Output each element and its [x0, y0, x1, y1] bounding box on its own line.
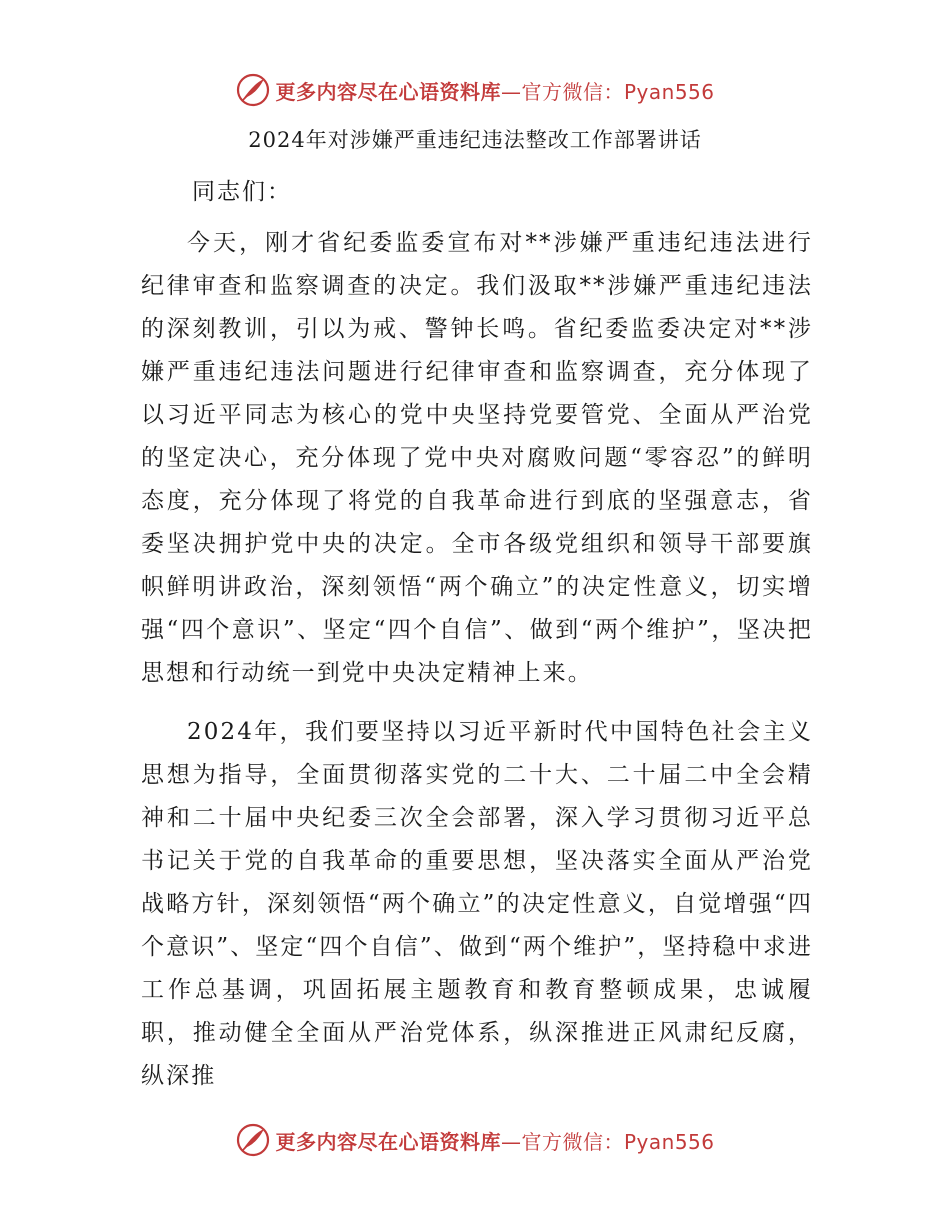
feather-quill-logo-icon [235, 72, 271, 108]
banner-text [275, 76, 714, 105]
paragraph-2: 2024年，我们要坚持以习近平新时代中国特色社会主义思想为指导，全面贯彻落实党的二十大、二十届二中全会精神和二十届中央纪委三次全会部署，深入学习贯彻习近平总书记关于党的自我革命的重要思想，坚决落实全面从严治党战略方针，深刻领悟“两个确立”的决定性意义，自觉增强“四个意识”、坚定“四个自信”、做到“两个维护”，坚持稳中求进工作总基调，巩固拓展主题教育和教育整顿成果，忠诚履职，推动健全全面从严治党体系，纵深推进正风肃纪反腐，纵深推 [141, 719, 813, 1089]
banner-main-text: 更多内容尽在心语资料库 [275, 1129, 501, 1154]
feather-quill-logo-icon [235, 1122, 271, 1158]
banner-wechat-id: Pyan556 [623, 1129, 715, 1154]
banner-text [275, 1126, 714, 1155]
footer-banner [0, 1118, 950, 1162]
banner-dash: — [500, 79, 522, 104]
header-banner [0, 68, 950, 112]
banner-wechat-id: Pyan556 [623, 79, 715, 104]
salutation: 同志们： [192, 179, 292, 205]
document-body [141, 222, 813, 1114]
banner-main-text: 更多内容尽在心语资料库 [275, 79, 501, 104]
banner-dash: — [500, 1129, 522, 1154]
banner-wechat-label: 官方微信： [521, 79, 624, 104]
banner-wechat-label: 官方微信： [521, 1129, 624, 1154]
paragraph-1: 今天，刚才省纪委监委宣布对**涉嫌严重违纪违法进行纪律审查和监察调查的决定。我们汲取**涉嫌严重违纪违法的深刻教训，引以为戒、警钟长鸣。省纪委监委决定对**涉嫌严重违纪违法问题进行纪律审查和监察调查，充分体现了以习近平同志为核心的党中央坚持党要管党、全面从严治党的坚定决心，充分体现了党中央对腐败问题“零容忍”的鲜明态度，充分体现了将党的自我革命进行到底的坚强意志，省委坚决拥护党中央的决定。全市各级党组织和领导干部要旗帜鲜明讲政治，深刻领悟“两个确立”的决定性意义，切实增强“四个意识”、坚定“四个自信”、做到“两个维护”，坚决把思想和行动统一到党中央决定精神上来。 [141, 230, 813, 686]
document-title: 2024年对涉嫌严重违纪违法整改工作部署讲话 [248, 128, 702, 152]
